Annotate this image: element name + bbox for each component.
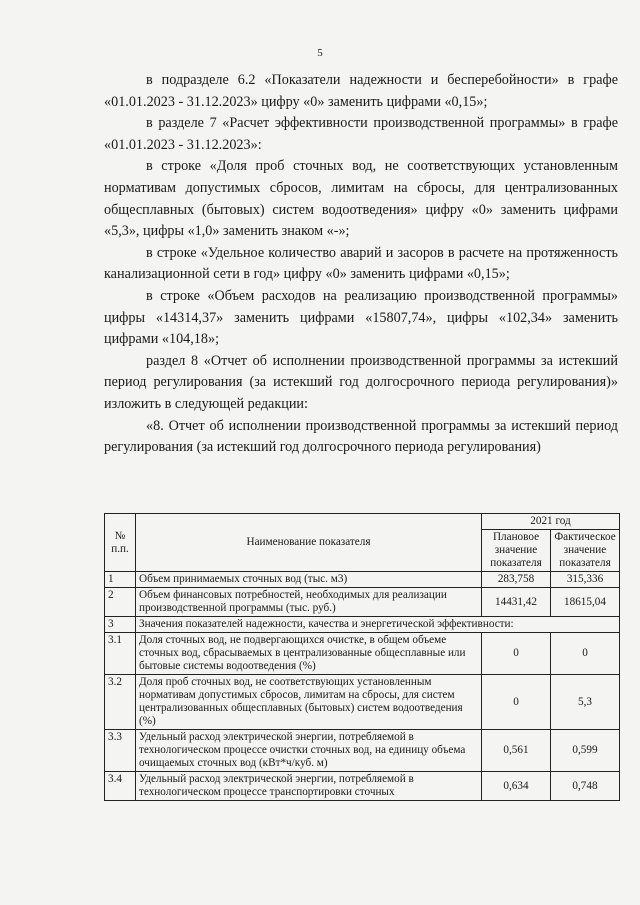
row-fact: 315,336 xyxy=(551,572,620,588)
row-num: 3.3 xyxy=(105,730,136,772)
header-plan: Плановое значение показателя xyxy=(482,530,551,572)
report-table xyxy=(104,513,620,801)
paragraph: в строке «Доля проб сточных вод, не соответствующих установленным нормативам допустимых сбросов, лимитам на сбросы, для централизованных общесплавных (бытовых) систем водоотведения» цифру «0» заменить цифрами «5,3», цифры «1,0» заменить знаком «-»; xyxy=(104,158,618,240)
table-row xyxy=(105,772,620,801)
paragraph: в строке «Удельное количество аварий и засоров в расчете на протяженность канализационной сети в год» цифру «0» заменить цифрами «0,15»; xyxy=(104,244,618,283)
header-fact: Фактическое значение показателя xyxy=(551,530,620,572)
row-num: 3.4 xyxy=(105,772,136,801)
paragraph: в подразделе 6.2 «Показатели надежности и бесперебойности» в графе «01.01.2023 - 31.12.2023» цифру «0» заменить цифрами «0,15»; xyxy=(104,72,618,110)
paragraph: раздел 8 «Отчет об исполнении производственной программы за истекший период регулирования (за истекший год долгосрочного периода регулирования)» изложить в следующей редакции: xyxy=(104,352,618,412)
row-name: Удельный расход электрической энергии, потребляемой в технологическом процессе транспортировки сточных xyxy=(136,772,482,801)
page-number: 5 xyxy=(317,47,323,59)
table-row xyxy=(105,730,620,772)
row-num: 1 xyxy=(105,572,136,588)
row-plan: 14431,42 xyxy=(482,588,551,617)
row-plan: 0,634 xyxy=(482,772,551,801)
row-num: 3 xyxy=(105,617,136,633)
row-name: Объем финансовых потребностей, необходимых для реализации производственной программы (тыс. руб.) xyxy=(136,588,482,617)
row-name: Объем принимаемых сточных вод (тыс. м3) xyxy=(136,572,482,588)
row-num: 3.1 xyxy=(105,633,136,675)
row-plan: 0,561 xyxy=(482,730,551,772)
row-num: 2 xyxy=(105,588,136,617)
paragraph: «8. Отчет об исполнении производственной программы за истекший период регулирования (за истекший год долгосрочного периода регулирования) xyxy=(104,417,618,456)
table-header-row xyxy=(105,514,620,530)
row-name: Удельный расход электрической энергии, потребляемой в технологическом процессе очистки сточных вод, на единицу объема очищаемых сточных вод (кВт*ч/куб. м) xyxy=(136,730,482,772)
header-name: Наименование показателя xyxy=(136,514,482,572)
paragraph: в разделе 7 «Расчет эффективности производственной программы» в графе «01.01.2023 - 31.12.2023»: xyxy=(104,115,618,153)
table-row xyxy=(105,572,620,588)
row-plan: 0 xyxy=(482,675,551,730)
table-row xyxy=(105,633,620,675)
row-plan: 283,758 xyxy=(482,572,551,588)
table-row xyxy=(105,617,620,633)
header-year: 2021 год xyxy=(482,514,620,530)
table-row xyxy=(105,675,620,730)
paragraph: в строке «Объем расходов на реализацию производственной программы» цифры «14314,37» заменить цифрами «15807,74», цифры «102,34» заменить цифрами «104,18»; xyxy=(104,287,618,348)
row-fact: 18615,04 xyxy=(551,588,620,617)
row-name: Доля проб сточных вод, не соответствующих установленным нормативам допустимых сбросов, лимитам на сбросы, для систем централизованных общесплавных (бытовых) систем водоотведения (%) xyxy=(136,675,482,730)
table-row xyxy=(105,588,620,617)
row-fact: 0 xyxy=(551,633,620,675)
document-body xyxy=(104,70,618,459)
row-name: Значения показателей надежности, качества и энергетической эффективности: xyxy=(136,617,620,633)
row-num: 3.2 xyxy=(105,675,136,730)
row-fact: 5,3 xyxy=(551,675,620,730)
row-name: Доля сточных вод, не подвергающихся очистке, в общем объеме сточных вод, сбрасываемых в централизованные общесплавные или бытовые системы водоотведения (%) xyxy=(136,633,482,675)
row-fact: 0,599 xyxy=(551,730,620,772)
row-fact: 0,748 xyxy=(551,772,620,801)
row-plan: 0 xyxy=(482,633,551,675)
header-num: № п.п. xyxy=(105,514,136,572)
